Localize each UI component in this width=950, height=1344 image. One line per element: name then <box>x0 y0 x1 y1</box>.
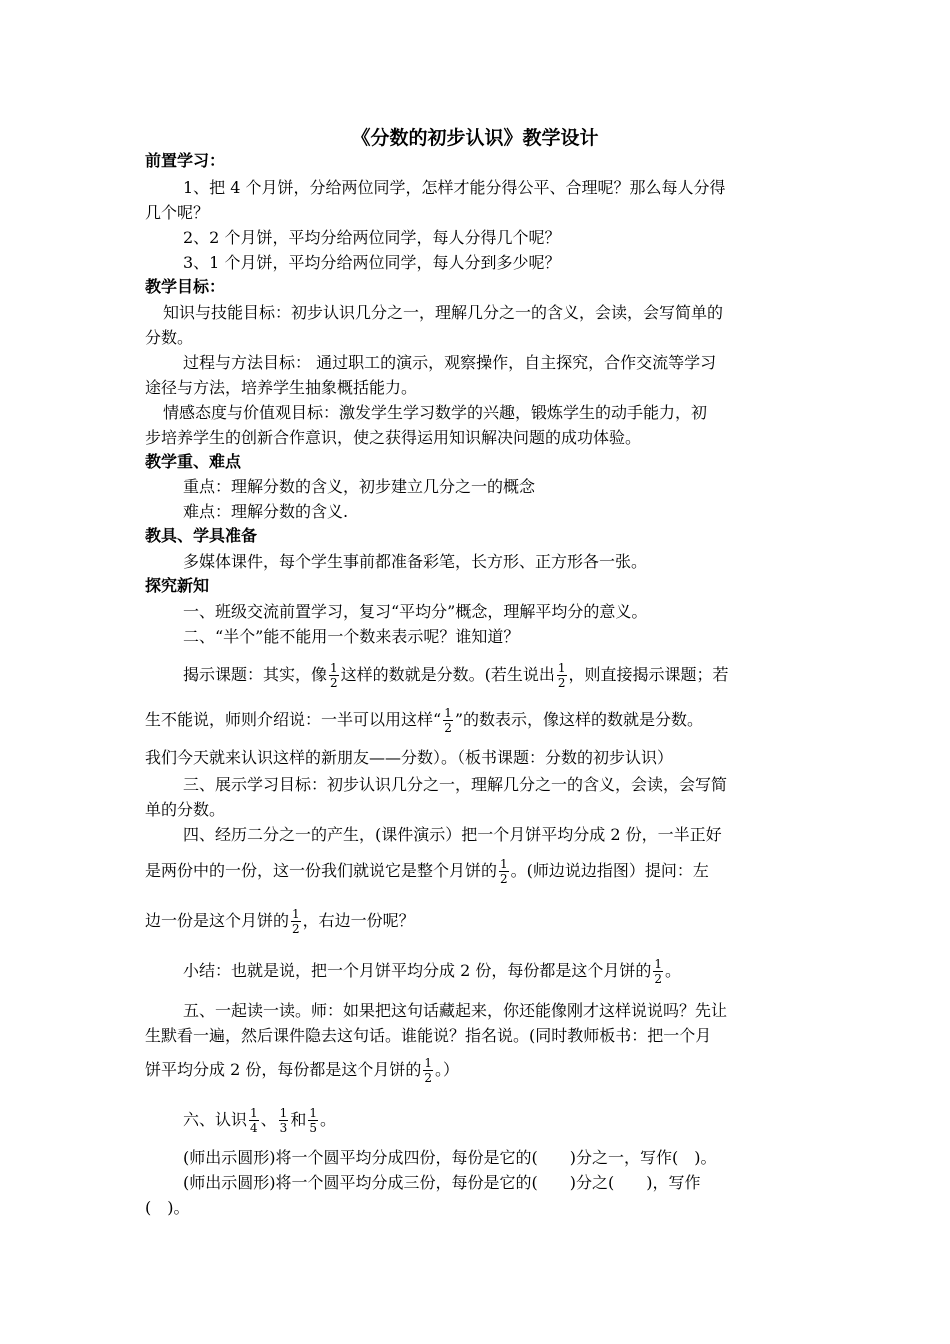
explore-step-2-intro: 生不能说，师则介绍说：一半可以用这样“ $\frac{1}{2}$ ”的数表示，像这样的数就是分数。 <box>145 706 704 735</box>
pre-study-heading: 前置学习： <box>145 151 226 170</box>
fraction-one-half: $\frac{1}{2}$ <box>330 661 338 690</box>
fraction-one-half: $\frac{1}{2}$ <box>557 661 566 690</box>
key-point-difficulty: 难点：理解分数的含义. <box>183 502 349 521</box>
explore-step-5-board: 饼平均分成 2 份，每份都是这个月饼的 $\frac{1}{2}$ 。） <box>145 1056 460 1085</box>
pre-study-q1: 1、把 4 个月饼，分给两位同学，怎样才能分得公平、合理呢？那么每人分得 <box>183 178 726 197</box>
goal-knowledge-cont: 分数。 <box>145 328 194 347</box>
explore-step-1: 一、班级交流前置学习，复习“平均分”概念，理解平均分的意义。 <box>183 602 648 621</box>
explore-step-3-cont: 单的分数。 <box>145 800 226 819</box>
tools-heading: 教具、学具准备 <box>145 526 258 545</box>
fraction-one-half: $\frac{1}{2}$ <box>654 957 662 986</box>
goal-knowledge: 知识与技能目标：初步认识几分之一，理解几分之一的含义，会读，会写简单的 <box>163 303 724 322</box>
fraction-one-third: $\frac{1}{3}$ <box>279 1106 288 1135</box>
explore-step-4-question: 边一份是这个月饼的 $\frac{1}{2}$ ，右边一份呢？ <box>145 907 415 936</box>
explore-step-2: 二、“半个”能不能用一个数来表示呢？谁知道？ <box>183 627 520 646</box>
explore-heading: 探究新知 <box>145 576 210 595</box>
goal-process: 过程与方法目标： 通过职工的演示，观察操作，自主探究，合作交流等学习 <box>183 353 717 372</box>
fraction-one-half: $\frac{1}{2}$ <box>424 1056 432 1085</box>
goal-emotion-cont: 步培养学生的创新合作意识，使之获得运用知识解决问题的成功体验。 <box>145 428 642 447</box>
pre-study-q3: 3、1 个月饼，平均分给两位同学，每人分到多少呢？ <box>183 253 561 272</box>
pre-study-q2: 2、2 个月饼，平均分给两位同学，每人分得几个呢？ <box>183 228 561 247</box>
fraction-one-half: $\frac{1}{2}$ <box>292 907 300 936</box>
explore-step-6: 六、认识 $\frac{1}{4}$ 、 $\frac{1}{3}$ 和 $\frac{1}{5}$ 。 <box>183 1106 336 1135</box>
key-point-focus: 重点：理解分数的含义，初步建立几分之一的概念 <box>183 477 536 496</box>
explore-step-4-cont: 是两份中的一份，这一份我们就说它是整个月饼的 $\frac{1}{2}$ 。(师边说边指图）提问：左 <box>145 857 709 886</box>
explore-step-5: 五、一起读一读。师：如果把这句话藏起来，你还能像刚才这样说说吗？先让 <box>183 1001 728 1020</box>
explore-step-4: 四、经历二分之一的产生，(课件演示）把一个月饼平均分成 2 份，一半正好 <box>183 825 722 844</box>
explore-step-2-topic: 我们今天就来认识这样的新朋友——分数）。（板书课题：分数的初步认识） <box>145 748 674 767</box>
goal-process-cont: 途径与方法，培养学生抽象概括能力。 <box>145 378 418 397</box>
explore-circle-thirds: (师出示圆形)将一个圆平均分成三份，每份是它的( )分之( )，写作 <box>183 1173 701 1192</box>
explore-summary: 小结：也就是说，把一个月饼平均分成 2 份，每份都是这个月饼的 $\frac{1}{2}$ 。 <box>183 957 682 986</box>
goal-emotion: 情感态度与价值观目标：激发学生学习数学的兴趣，锻炼学生的动手能力，初 <box>163 403 708 422</box>
fraction-one-half: $\frac{1}{2}$ <box>444 706 452 735</box>
goals-heading: 教学目标： <box>145 277 226 296</box>
fraction-one-fifth: $\frac{1}{5}$ <box>309 1106 317 1135</box>
document-title: 《分数的初步认识》教学设计 <box>351 127 599 149</box>
explore-step-5-cont: 生默看一遍，然后课件隐去这句话。谁能说？指名说。(同时教师板书：把一个月 <box>145 1026 712 1045</box>
fraction-one-half: $\frac{1}{2}$ <box>500 857 508 886</box>
fraction-one-quarter: $\frac{1}{4}$ <box>250 1106 258 1135</box>
tools-text: 多媒体课件，每个学生事前都准备彩笔，长方形、正方形各一张。 <box>183 552 648 571</box>
explore-circle-thirds-cont: ( )。 <box>145 1198 190 1217</box>
pre-study-q1-cont: 几个呢？ <box>145 203 210 222</box>
explore-step-3: 三、展示学习目标：初步认识几分之一，理解几分之一的含义，会读，会写简 <box>183 775 728 794</box>
explore-circle-quarters: (师出示圆形)将一个圆平均分成四份，每份是它的( )分之一，写作( )。 <box>183 1148 717 1167</box>
key-points-heading: 教学重、难点 <box>145 452 242 471</box>
explore-step-2-reveal: 揭示课题：其实，像 $\frac{1}{2}$ 这样的数就是分数。(若生说出 $\frac{1}{2}$ ，则直接揭示课题；若 <box>183 661 729 690</box>
